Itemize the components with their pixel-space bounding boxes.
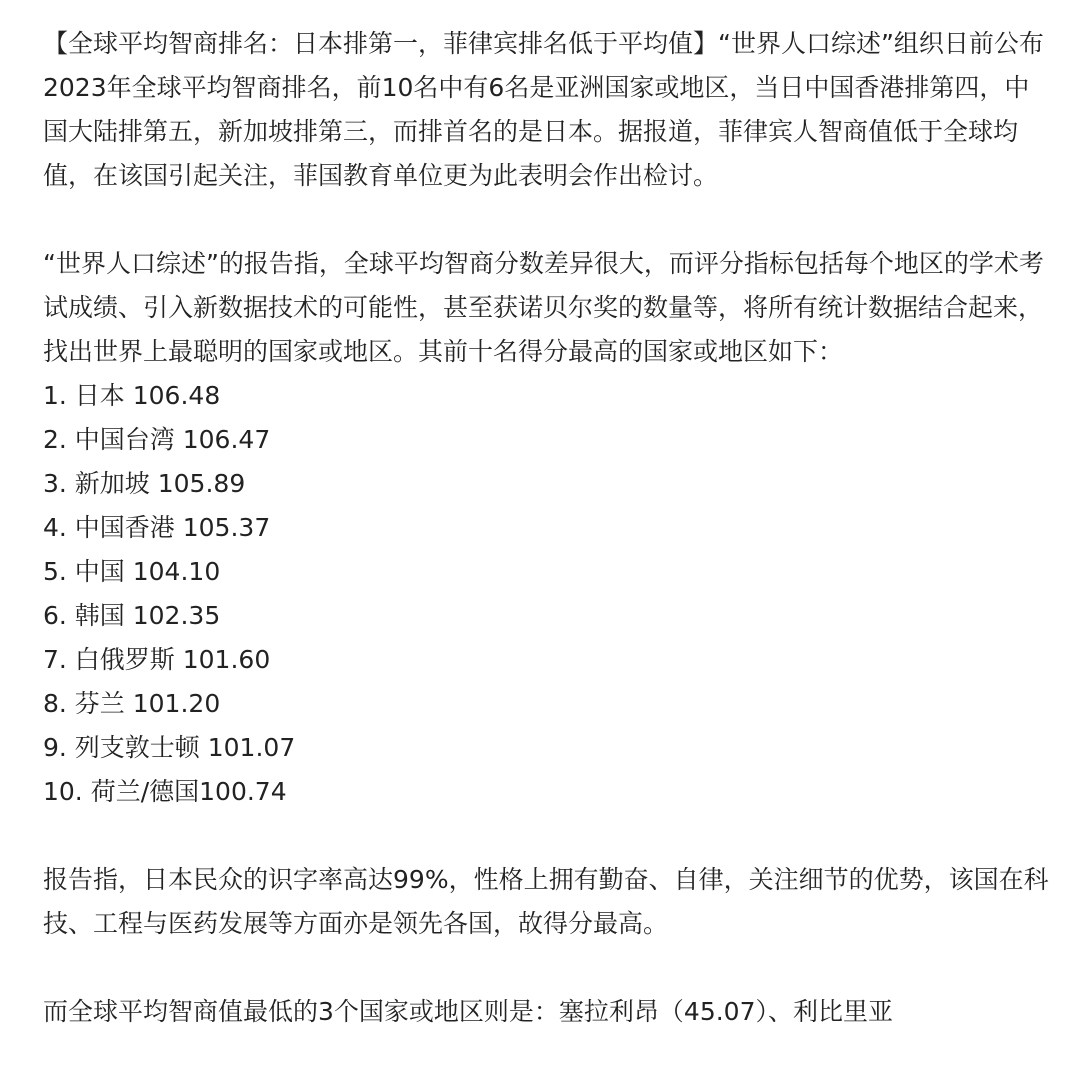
list-item: 9. 列支敦士顿 101.07 [43,733,296,762]
ranking-list [43,374,1053,814]
list-item: 6. 韩国 102.35 [43,601,221,630]
paragraph-spacer [43,198,1053,242]
list-item: 5. 中国 104.10 [43,557,221,586]
list-item: 7. 白俄罗斯 101.60 [43,645,271,674]
list-item: 3. 新加坡 105.89 [43,469,246,498]
japan-analysis-paragraph: 报告指，日本民众的识字率高达99%，性格上拥有勤奋、自律，关注细节的优势，该国在科技、工程与医药发展等方面亦是领先各国，故得分最高。 [43,865,1049,938]
list-item: 1. 日本 106.48 [43,381,221,410]
article-body [43,22,1053,1034]
list-item: 2. 中国台湾 106.47 [43,425,271,454]
list-item: 10. 荷兰/德国100.74 [43,777,287,806]
list-item: 8. 芬兰 101.20 [43,689,221,718]
paragraph-spacer [43,946,1053,990]
lowest-ranking-paragraph: 而全球平均智商值最低的3个国家或地区则是：塞拉利昂（45.07）、利比里亚 [43,997,893,1026]
paragraph-spacer [43,814,1053,858]
intro-paragraph: 【全球平均智商排名：日本排第一，菲律宾排名低于平均值】“世界人口综述”组织日前公布2023年全球平均智商排名，前10名中有6名是亚洲国家或地区，当日中国香港排第四，中国大陆排第五，新加坡排第三，而排首名的是日本。据报道，菲律宾人智商值低于全球均值，在该国引起关注，菲国教育单位更为此表明会作出检讨。 [43,29,1044,190]
list-item: 4. 中国香港 105.37 [43,513,271,542]
report-paragraph: “世界人口综述”的报告指，全球平均智商分数差异很大，而评分指标包括每个地区的学术考试成绩、引入新数据技术的可能性，甚至获诺贝尔奖的数量等，将所有统计数据结合起来，找出世界上最聪明的国家或地区。其前十名得分最高的国家或地区如下： [43,249,1044,366]
